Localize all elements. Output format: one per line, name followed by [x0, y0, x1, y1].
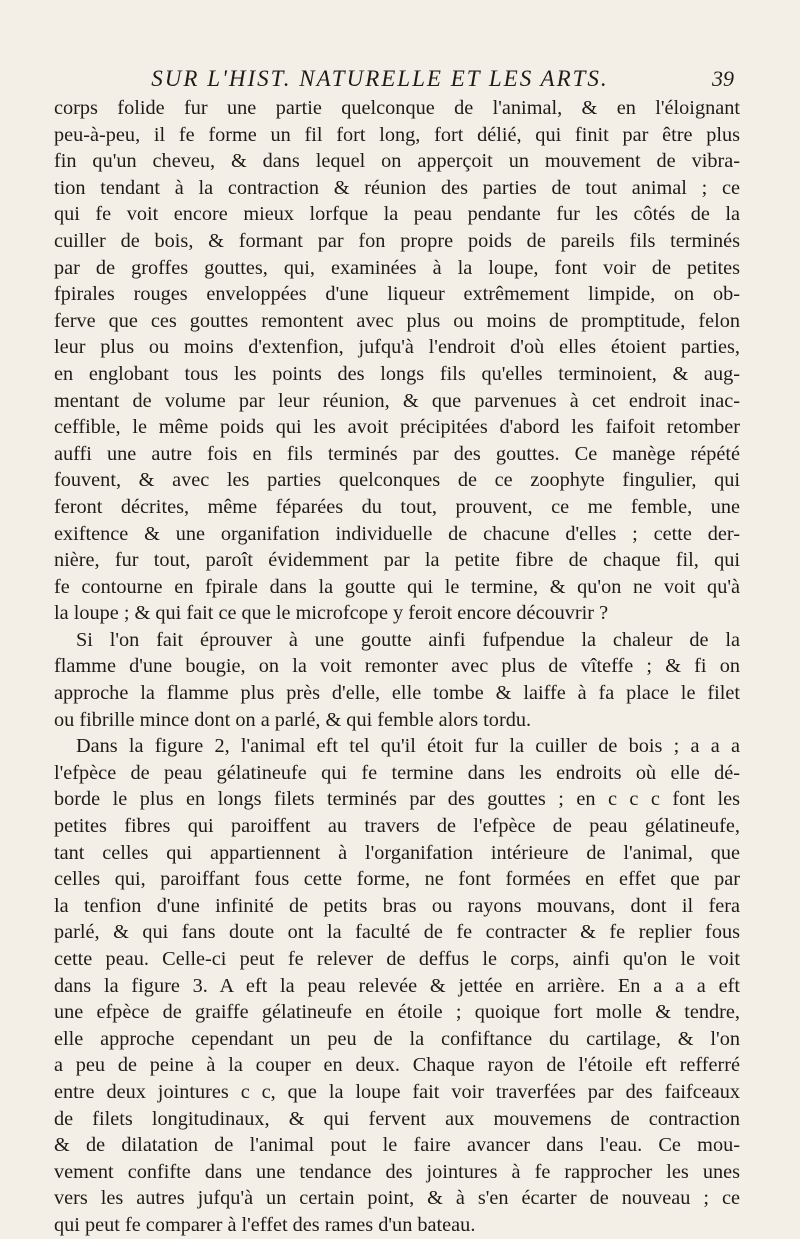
text-line: cuiller de bois, & formant par fon propre poids de pareils fils terminés: [54, 229, 740, 252]
text-line: en englobant tous les points des longs fils qu'elles terminoient, & aug-: [54, 362, 740, 385]
text-line: exiftence & une organifation individuelle de chacune d'elles ; cette der-: [54, 522, 740, 545]
text-line: nière, fur tout, paroît évidemment par la petite fibre de chaque fil, qui: [54, 549, 740, 572]
page-number: 39: [712, 66, 734, 91]
text-line: la loupe ; & qui fait ce que le microfcope y feroit encore découvrir ?: [54, 602, 609, 625]
text-line: auffi une autre fois en fils terminés par des gouttes. Ce manège répété: [54, 442, 740, 465]
text-line: feront décrites, même féparées du tout, prouvent, ce me femble, une: [54, 495, 740, 518]
text-line: l'efpèce de peau gélatineufe qui fe termine dans les endroits où elle dé-: [54, 761, 740, 784]
text-line: fe contourne en fpirale dans la goutte qui le termine, & qu'on ne voit qu'à: [54, 575, 740, 598]
text-line: Si l'on fait éprouver à une goutte ainfi fufpendue la chaleur de la: [76, 628, 740, 651]
text-line: borde le plus en longs filets terminés par des gouttes ; en c c c font les: [54, 788, 740, 811]
text-line: parlé, & qui fans doute ont la faculté de fe contracter & fe replier fous: [54, 921, 740, 944]
text-line: dans la figure 3. A eft la peau relevée & jettée en arrière. En a a a eft: [54, 974, 740, 997]
text-line: fpirales rouges enveloppées d'une liqueur extrêmement limpide, on ob-: [54, 283, 740, 306]
text-line: par de groffes gouttes, qui, examinées à la loupe, font voir de petites: [54, 256, 740, 279]
text-body: [54, 95, 740, 1239]
text-line: une efpèce de graiffe gélatineufe en étoile ; quoique fort molle & tendre,: [54, 1001, 740, 1024]
text-line: petites fibres qui paroiffent au travers de l'efpèce de peau gélatineufe,: [54, 815, 740, 838]
text-line: approche la flamme plus près d'elle, elle tombe & laiffe à fa place le filet: [54, 682, 740, 705]
text-line: ceffible, le même poids qui les avoit précipitées d'abord les faifoit retomber: [54, 416, 740, 439]
text-line: mentant de volume par leur réunion, & que parvenues à cet endroit inac-: [54, 389, 740, 412]
text-line: tion tendant à la contraction & réunion des parties de tout animal ; ce: [54, 176, 740, 199]
text-line: vement confifte dans une tendance des jointures à fe rapprocher les unes: [54, 1160, 740, 1183]
text-line: vers les autres jufqu'à un certain point, & à s'en écarter de nouveau ; ce: [54, 1187, 740, 1210]
text-line: ou fibrille mince dont on a parlé, & qui femble alors tordu.: [54, 708, 532, 731]
text-line: fin qu'un cheveu, & dans lequel on apperçoit un mouvement de vibra-: [54, 150, 740, 173]
text-line: ferve que ces gouttes remontent avec plus ou moins de promptitude, felon: [54, 309, 740, 332]
text-line: cette peau. Celle-ci peut fe relever de deffus le corps, ainfi qu'on le voit: [54, 948, 740, 970]
text-line: de filets longitudinaux, & qui fervent aux mouvemens de contraction: [54, 1107, 740, 1130]
text-line: tant celles qui appartiennent à l'organifation intérieure de l'animal, que: [54, 841, 740, 864]
text-line: fouvent, & avec les parties quelconques de ce zoophyte fingulier, qui: [54, 469, 740, 492]
text-line: qui fe voit encore mieux lorfque la peau pendante fur les côtés de la: [54, 203, 740, 226]
text-line: la tenfion d'une infinité de petits bras ou rayons mouvans, dont il fera: [54, 894, 740, 917]
text-line: corps folide fur une partie quelconque de l'animal, & en l'éloignant: [54, 97, 740, 119]
text-line: flamme d'une bougie, on la voit remonter avec plus de vîteffe ; & fi on: [54, 655, 740, 678]
text-line: entre deux jointures c c, que la loupe fait voir traverfées par des faifceaux: [54, 1080, 740, 1103]
text-line: elle approche cependant un peu de la confiftance du cartilage, & l'on: [54, 1027, 740, 1050]
text-line: a peu de peine à la couper en deux. Chaque rayon de l'étoile eft refferré: [54, 1054, 740, 1077]
text-line: leur plus ou moins d'extenfion, jufqu'à l'endroit d'où elles étoient parties,: [54, 336, 740, 359]
text-line: Dans la figure 2, l'animal eft tel qu'il étoit fur la cuiller de bois ; a a a: [76, 735, 740, 758]
running-title: SUR L'HIST. NATURELLE ET LES ARTS.: [151, 66, 609, 91]
running-head: [0, 64, 800, 94]
text-line: celles qui, paroiffant fous cette forme, ne font formées en effet que par: [54, 868, 740, 891]
text-line: peu-à-peu, il fe forme un fil fort long, fort délié, qui finit par être plus: [54, 123, 740, 146]
text-line: & de dilatation de l'animal pout le faire avancer dans l'eau. Ce mou-: [54, 1134, 740, 1157]
text-line: qui peut fe comparer à l'effet des rames d'un bateau.: [54, 1213, 476, 1236]
